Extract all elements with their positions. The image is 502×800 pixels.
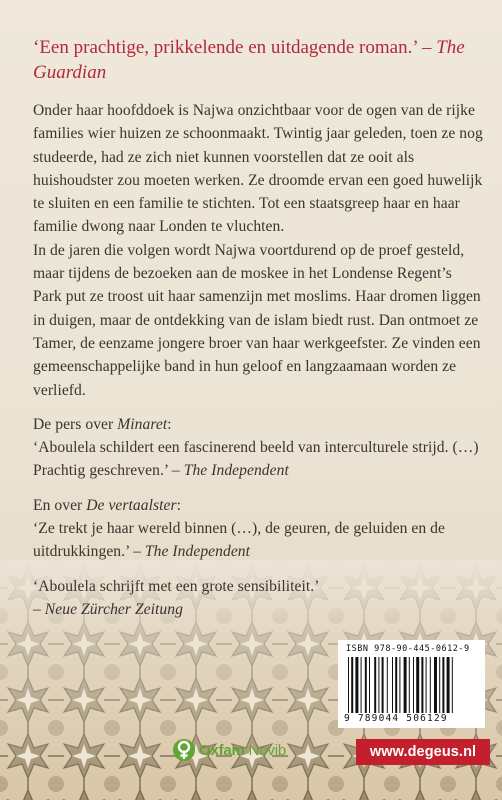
nzz-source: Neue Zürcher Zeitung	[44, 600, 183, 618]
publisher-url: www.degeus.nl	[369, 744, 477, 760]
barcode-bar	[374, 657, 376, 713]
barcode-bar	[382, 657, 384, 713]
vertaalster-title: De vertaalster	[86, 496, 177, 514]
barcode-bar	[351, 657, 353, 713]
nzz-dash: –	[33, 600, 45, 618]
independent-quote-2: ‘Ze trekt je haar wereld binnen (…), de geuren, de geluiden en de uitdrukkingen.’ –	[33, 520, 445, 561]
barcode-bar	[442, 657, 444, 713]
press-minaret-intro-text: De pers over	[33, 415, 118, 433]
barcode-bar	[409, 657, 410, 713]
press-vertaalster-quote	[33, 517, 483, 564]
novib-word: Novib	[244, 741, 287, 759]
press-minaret-colon: :	[167, 415, 172, 433]
press-minaret-intro	[33, 413, 483, 436]
barcode-bar	[404, 657, 407, 713]
press-minaret-quote	[33, 436, 483, 483]
barcode-bar	[430, 657, 431, 713]
nzz-quote: ‘Aboulela schrijft met een grote sensibiliteit.’	[33, 577, 320, 595]
barcode-bar	[365, 657, 367, 713]
independent-source-1: The Independent	[183, 462, 289, 480]
oxfam-novib-logo	[172, 738, 286, 762]
press-vertaalster-intro-text: En over	[33, 496, 87, 514]
press-nzz	[33, 575, 483, 622]
barcode-bar	[426, 657, 427, 713]
barcode-bar	[434, 657, 437, 713]
press-minaret	[33, 413, 483, 483]
barcode-bar	[399, 657, 400, 713]
barcode-bar	[421, 657, 423, 713]
press-vertaalster-colon: :	[176, 496, 181, 514]
barcode-bar	[348, 657, 349, 713]
barcode-bar	[361, 657, 362, 713]
press-vertaalster	[33, 494, 483, 564]
minaret-title: Minaret	[117, 415, 168, 433]
synopsis-paragraph-1: Onder haar hoofddoek is Najwa onzichtbaar voor de ogen van de rijke families wier huizen ze schoonmaakt. Twintig jaar geleden, toen ze nog studeerde, had ze zich niet kunnen voorstellen dat ze ooit als huishoudster zou moeten werken. Ze droomde ervan een goed huwelijk te sluiten en een familie te stichten. Tot een staatsgreep haar en haar familie dwong naar Londen te vluchten.	[33, 102, 483, 236]
guardian-source: The Guardian	[33, 37, 465, 83]
synopsis-paragraph-2: In de jaren die volgen wordt Najwa voortdurend op de proef gesteld, maar tijdens de bezoeken aan de moskee in het Londense Regent’s Park put ze troost uit haar samenzijn met moslims. Haar dromen liggen in duigen, maar de ontdekking van de islam biedt rust. Dan ontmoet ze Tamer, de eenzame jongere broer van haar werkgeefster. Ze vinden een gemeenschappelijke band in hun geloof en langzaamaan worden ze verliefd.	[33, 241, 481, 399]
publisher-url-box	[356, 739, 490, 765]
oxfam-word: Oxfam	[199, 741, 245, 759]
guardian-quote	[33, 35, 483, 85]
nzz-attribution	[33, 598, 483, 621]
barcode-bar	[392, 657, 393, 713]
independent-source-2: The Independent	[144, 543, 251, 561]
oxfam-logo-icon	[172, 738, 196, 762]
barcode-bar	[452, 657, 453, 713]
guardian-quote-text: ‘Een prachtige, prikkelende en uitdagende roman.’ –	[33, 37, 437, 58]
barcode-bar	[416, 657, 419, 713]
barcode-bar	[395, 657, 397, 713]
press-vertaalster-intro	[33, 494, 483, 517]
barcode-bar	[439, 657, 440, 713]
barcode-bar	[447, 657, 450, 713]
isbn-label: ISBN 978-90-445-0612-9	[346, 644, 470, 654]
isbn-barcode-box	[338, 640, 485, 728]
barcode-bar	[378, 657, 379, 713]
back-cover-text	[33, 35, 483, 621]
oxfam-wordmark	[199, 742, 286, 759]
independent-quote-1: ‘Aboulela schildert een fascinerend beeld van interculturele strijd. (…) Prachtig geschreven.’ –	[33, 439, 479, 480]
barcode-bar	[413, 657, 414, 713]
isbn-digits: 9 789044 506129	[344, 713, 448, 724]
barcode-bar	[355, 657, 358, 713]
barcode-icon	[346, 657, 477, 713]
barcode-bar	[369, 657, 370, 713]
barcode-bar	[387, 657, 388, 713]
